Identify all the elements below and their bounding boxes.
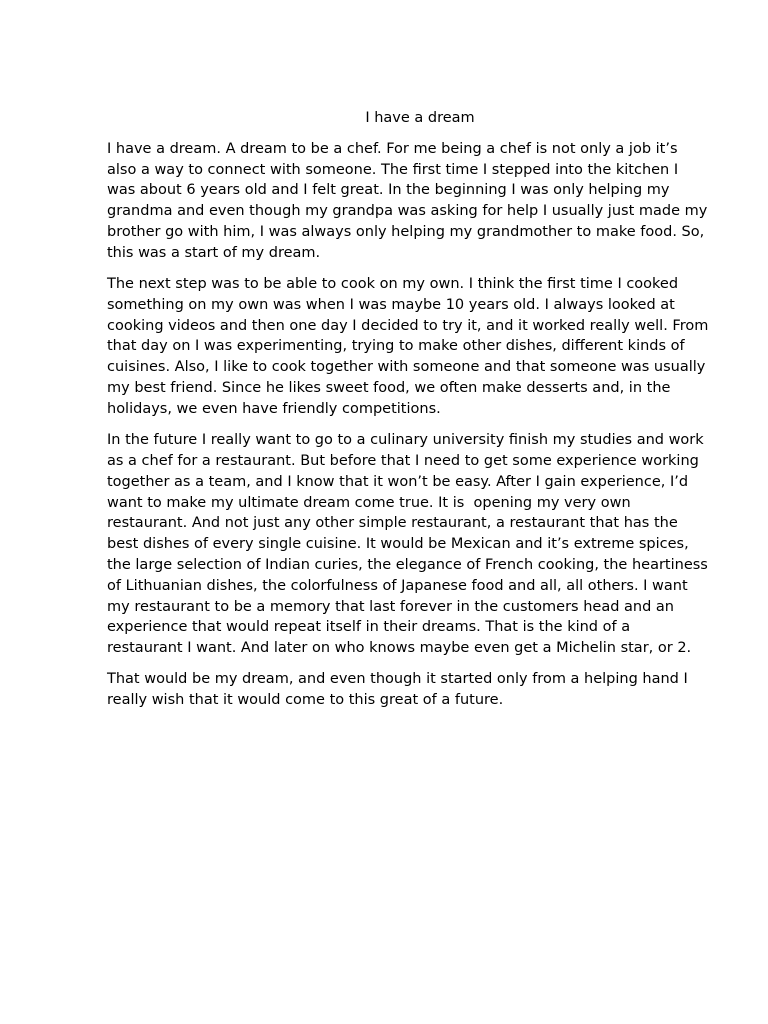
text-line: this was a start of my dream. xyxy=(107,244,321,261)
text-line: also a way to connect with someone. The first time I stepped into the kitchen I xyxy=(107,161,679,178)
text-line: as a chef for a restaurant. But before that I need to get some experience working xyxy=(107,452,699,469)
document-page xyxy=(107,108,733,722)
text-line: holidays, we even have friendly competitions. xyxy=(107,400,441,417)
paragraph-1 xyxy=(107,139,733,264)
document-title: I have a dream xyxy=(365,110,475,126)
paragraph-4 xyxy=(107,669,733,711)
text-line: want to make my ultimate dream come true. It is opening my very own xyxy=(107,494,631,511)
paragraph-2 xyxy=(107,274,733,420)
text-line: The next step was to be able to cook on my own. I think the first time I cooked xyxy=(107,276,679,293)
text-line: In the future I really want to go to a culinary university finish my studies and work xyxy=(107,432,704,449)
text-line: That would be my dream, and even though it started only from a helping hand I xyxy=(107,671,688,688)
text-line: really wish that it would come to this great of a future. xyxy=(107,692,504,709)
text-line: together as a team, and I know that it won’t be easy. After I gain experience, I’d xyxy=(107,473,689,490)
text-line: brother go with him, I was always only helping my grandmother to make food. So, xyxy=(107,223,705,240)
text-line: that day on I was experimenting, trying to make other dishes, different kinds of xyxy=(107,338,685,355)
text-line: experience that would repeat itself in their dreams. That is the kind of a xyxy=(107,619,631,636)
text-line: my best friend. Since he likes sweet food, we often make desserts and, in the xyxy=(107,380,671,397)
text-line: restaurant I want. And later on who knows maybe even get a Michelin star, or 2. xyxy=(107,640,692,657)
text-line: was about 6 years old and I felt great. In the beginning I was only helping my xyxy=(107,182,670,199)
text-line: restaurant. And not just any other simple restaurant, a restaurant that has the xyxy=(107,515,678,532)
text-line: best dishes of every single cuisine. It would be Mexican and it’s extreme spices, xyxy=(107,536,689,553)
paragraph-3 xyxy=(107,430,733,659)
text-line: my restaurant to be a memory that last forever in the customers head and an xyxy=(107,598,674,615)
text-line: cooking videos and then one day I decided to try it, and it worked really well. From xyxy=(107,317,709,334)
text-line: of Lithuanian dishes, the colorfulness of Japanese food and all, all others. I want xyxy=(107,577,688,594)
text-line: something on my own was when I was maybe 10 years old. I always looked at xyxy=(107,296,675,313)
text-line: I have a dream. A dream to be a chef. For me being a chef is not only a job it’s xyxy=(107,140,678,157)
text-line: grandma and even though my grandpa was asking for help I usually just made my xyxy=(107,203,708,220)
text-line: cuisines. Also, I like to cook together with someone and that someone was usually xyxy=(107,359,706,376)
text-line: the large selection of Indian curies, the elegance of French cooking, the heartiness xyxy=(107,556,708,573)
